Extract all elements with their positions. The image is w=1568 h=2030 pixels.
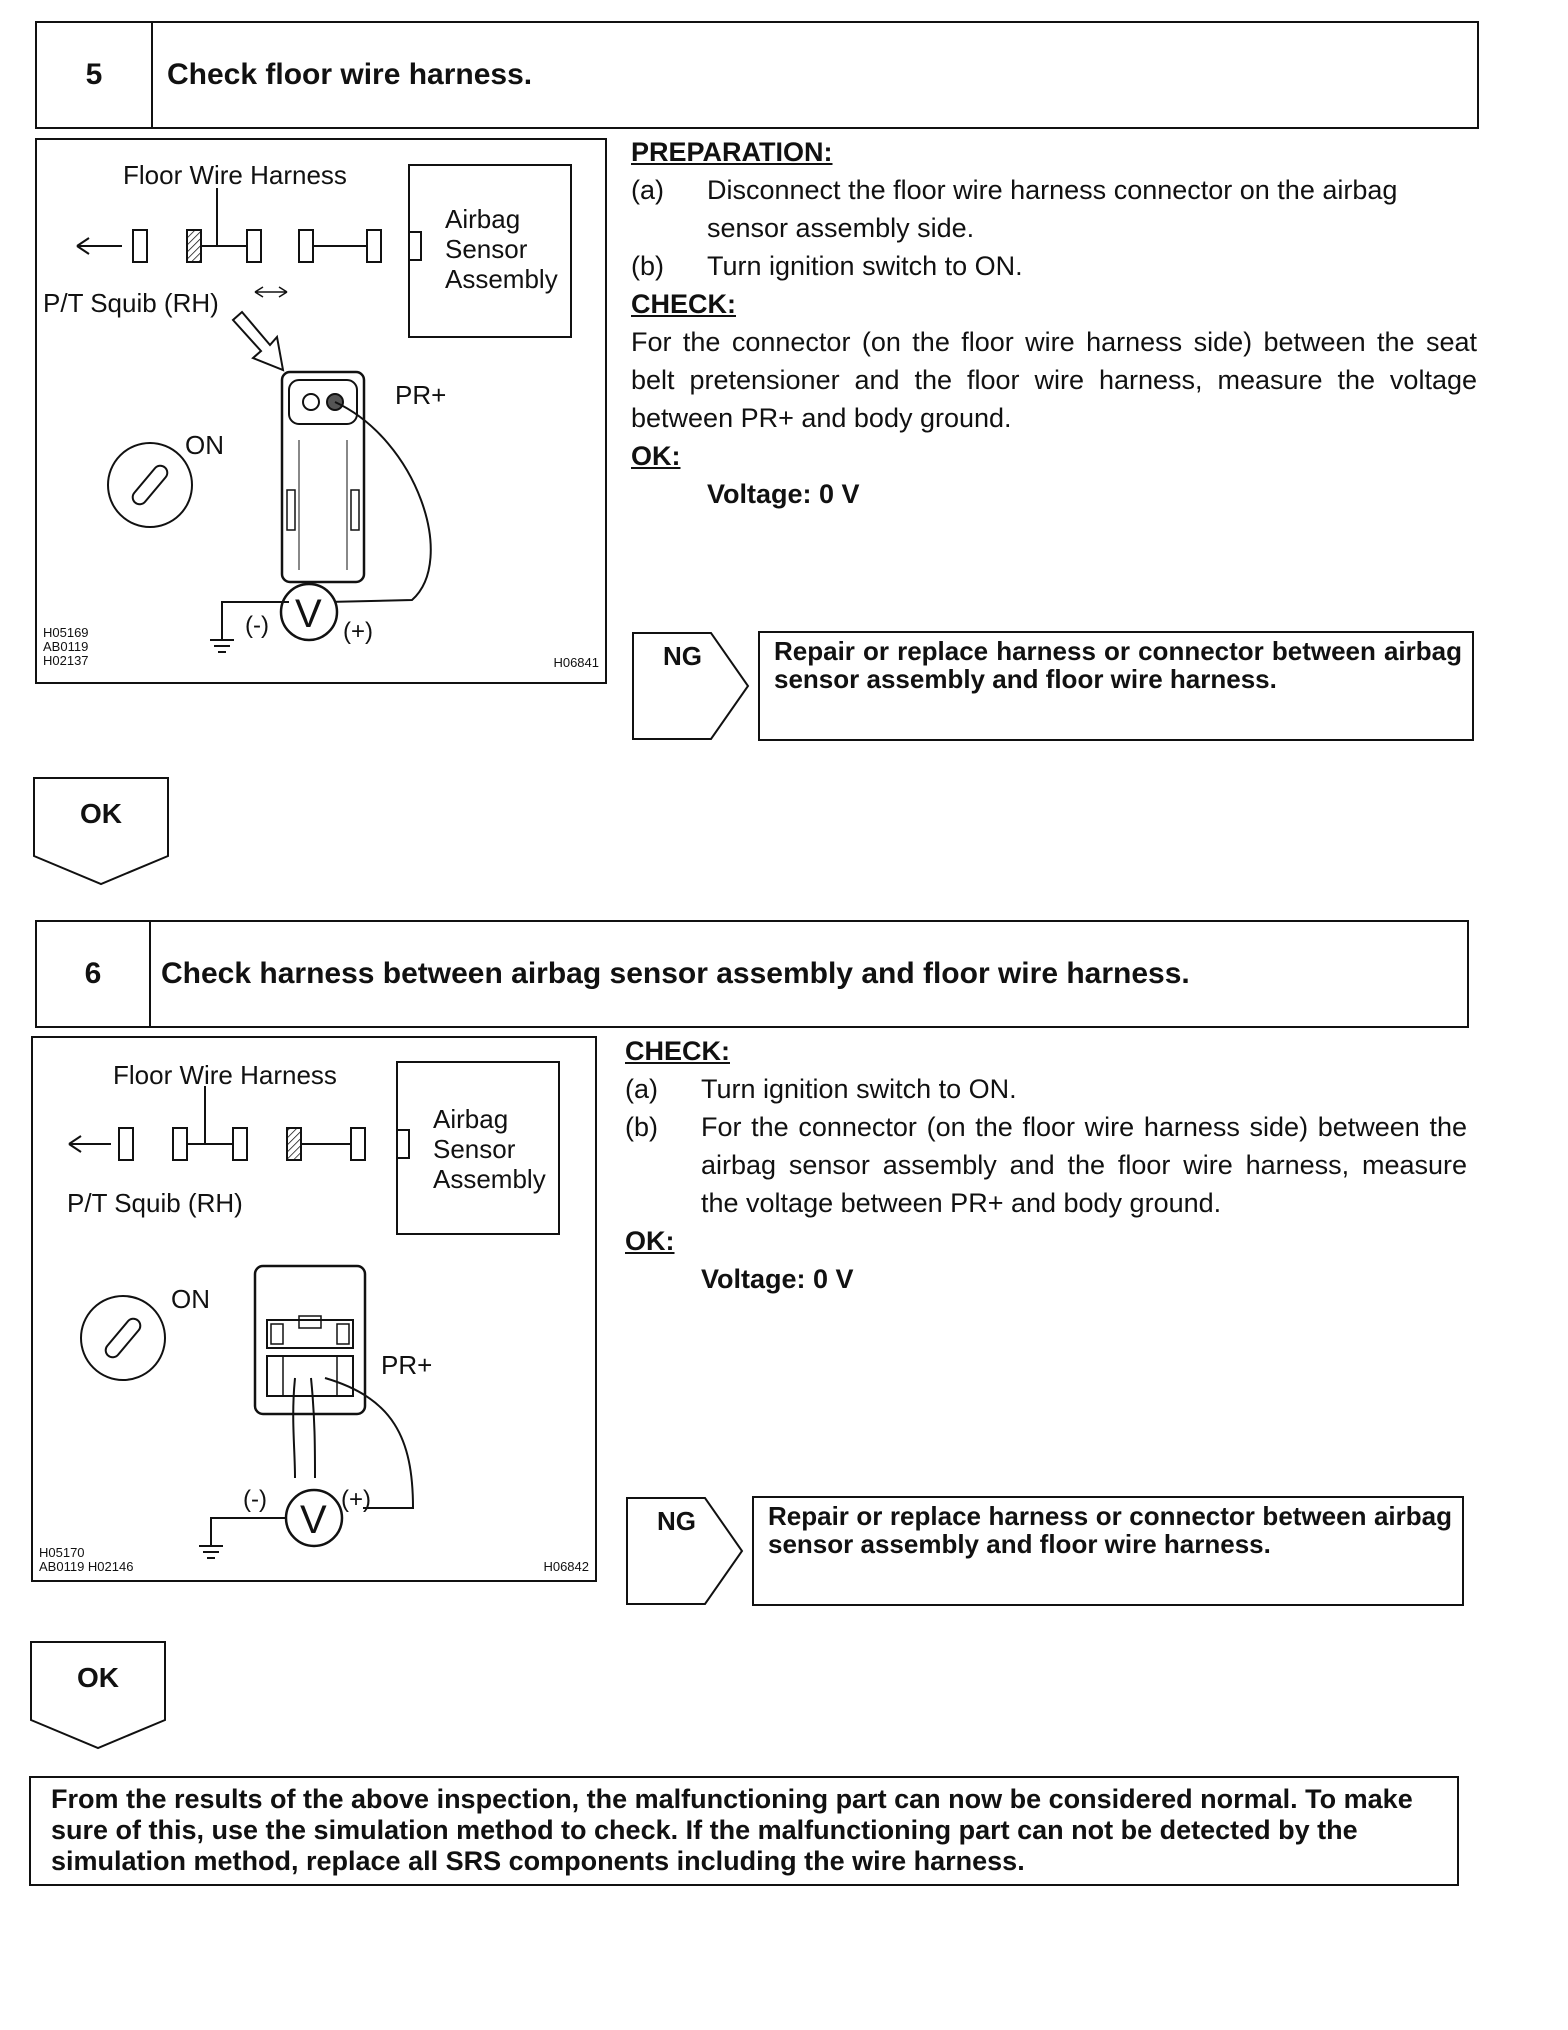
pr-plus-label: PR+ <box>381 1350 433 1380</box>
airbag-sensor-label-1: Airbag <box>445 204 521 234</box>
step-6-instructions <box>625 1032 1467 1298</box>
step-title: Check harness between airbag sensor assembly and floor wire harness. <box>161 957 1190 990</box>
minus-label: (-) <box>243 1486 267 1513</box>
ok-heading: OK: <box>625 1226 675 1256</box>
ok-heading: OK: <box>631 441 681 471</box>
voltmeter-label: V <box>300 1498 327 1542</box>
minus-label: (-) <box>245 612 269 639</box>
floor-wire-harness-label: Floor Wire Harness <box>113 1060 337 1090</box>
squib-label: P/T Squib (RH) <box>43 288 219 318</box>
conclusion-box: From the results of the above inspection, the malfunctioning part can now be considered normal. To make sure of this, use the simulation method to check. If the malfunctioning part can not be detected by the simulation method, replace all SRS components including the wire harness. <box>29 1776 1459 1886</box>
preparation-item-a: (a) Disconnect the floor wire harness connector on the airbag sensor assembly side. <box>631 175 1398 243</box>
airbag-sensor-label-3: Assembly <box>433 1164 546 1194</box>
step-number: 6 <box>37 922 151 1026</box>
step-6-ng-tab: NG <box>625 1496 745 1606</box>
step-6-ng-action: Repair or replace harness or connector between airbag sensor assembly and floor wire harness. <box>752 1496 1464 1606</box>
step-number: 5 <box>37 23 153 127</box>
airbag-sensor-label-2: Sensor <box>445 234 528 264</box>
check-heading: CHECK: <box>631 289 736 319</box>
ok-value: Voltage: 0 V <box>707 479 860 509</box>
airbag-sensor-label-2: Sensor <box>433 1134 516 1164</box>
airbag-sensor-label-3: Assembly <box>445 264 558 294</box>
preparation-heading: PREPARATION: <box>631 137 833 167</box>
step-5-instructions <box>631 133 1477 513</box>
check-heading: CHECK: <box>625 1036 730 1066</box>
step-5-ok-arrow: OK <box>32 776 170 886</box>
plus-label: (+) <box>341 1486 371 1513</box>
figure-codes: H05170 AB0119 H02146 <box>39 1545 134 1574</box>
step-6-ok-arrow: OK <box>29 1640 167 1750</box>
voltmeter-label: V <box>295 592 322 636</box>
step-5-header <box>35 21 1479 129</box>
step-5-figure <box>35 138 607 684</box>
figure-id: H06842 <box>543 1559 589 1574</box>
ok-value: Voltage: 0 V <box>701 1264 854 1294</box>
floor-wire-harness-label: Floor Wire Harness <box>123 160 347 190</box>
squib-label: P/T Squib (RH) <box>67 1188 243 1218</box>
check-text: For the connector (on the floor wire harness side) between the seat belt pretensioner and the floor wire harness, measure the voltage between PR+ and body ground. <box>631 327 1477 433</box>
plus-label: (+) <box>343 618 373 645</box>
pr-plus-label: PR+ <box>395 380 447 410</box>
on-label: ON <box>171 1284 210 1314</box>
check-item-a: (a) Turn ignition switch to ON. <box>625 1074 1017 1104</box>
step-6-figure <box>31 1036 597 1582</box>
step-5-ng-action: Repair or replace harness or connector between airbag sensor assembly and floor wire harness. <box>758 631 1474 741</box>
step-6-header <box>35 920 1469 1028</box>
preparation-item-b: (b) Turn ignition switch to ON. <box>631 251 1023 281</box>
step-5-ng-tab: NG <box>631 631 751 741</box>
step-title: Check floor wire harness. <box>167 58 533 91</box>
on-label: ON <box>185 430 224 460</box>
airbag-sensor-label-1: Airbag <box>433 1104 509 1134</box>
check-item-b: (b) For the connector (on the floor wire harness side) between the airbag sensor assembly and the floor wire harness, measure the voltage between PR+ and body ground. <box>625 1112 1467 1218</box>
figure-id: H06841 <box>553 655 599 670</box>
figure-codes: H05169 AB0119 H02137 <box>43 625 89 668</box>
